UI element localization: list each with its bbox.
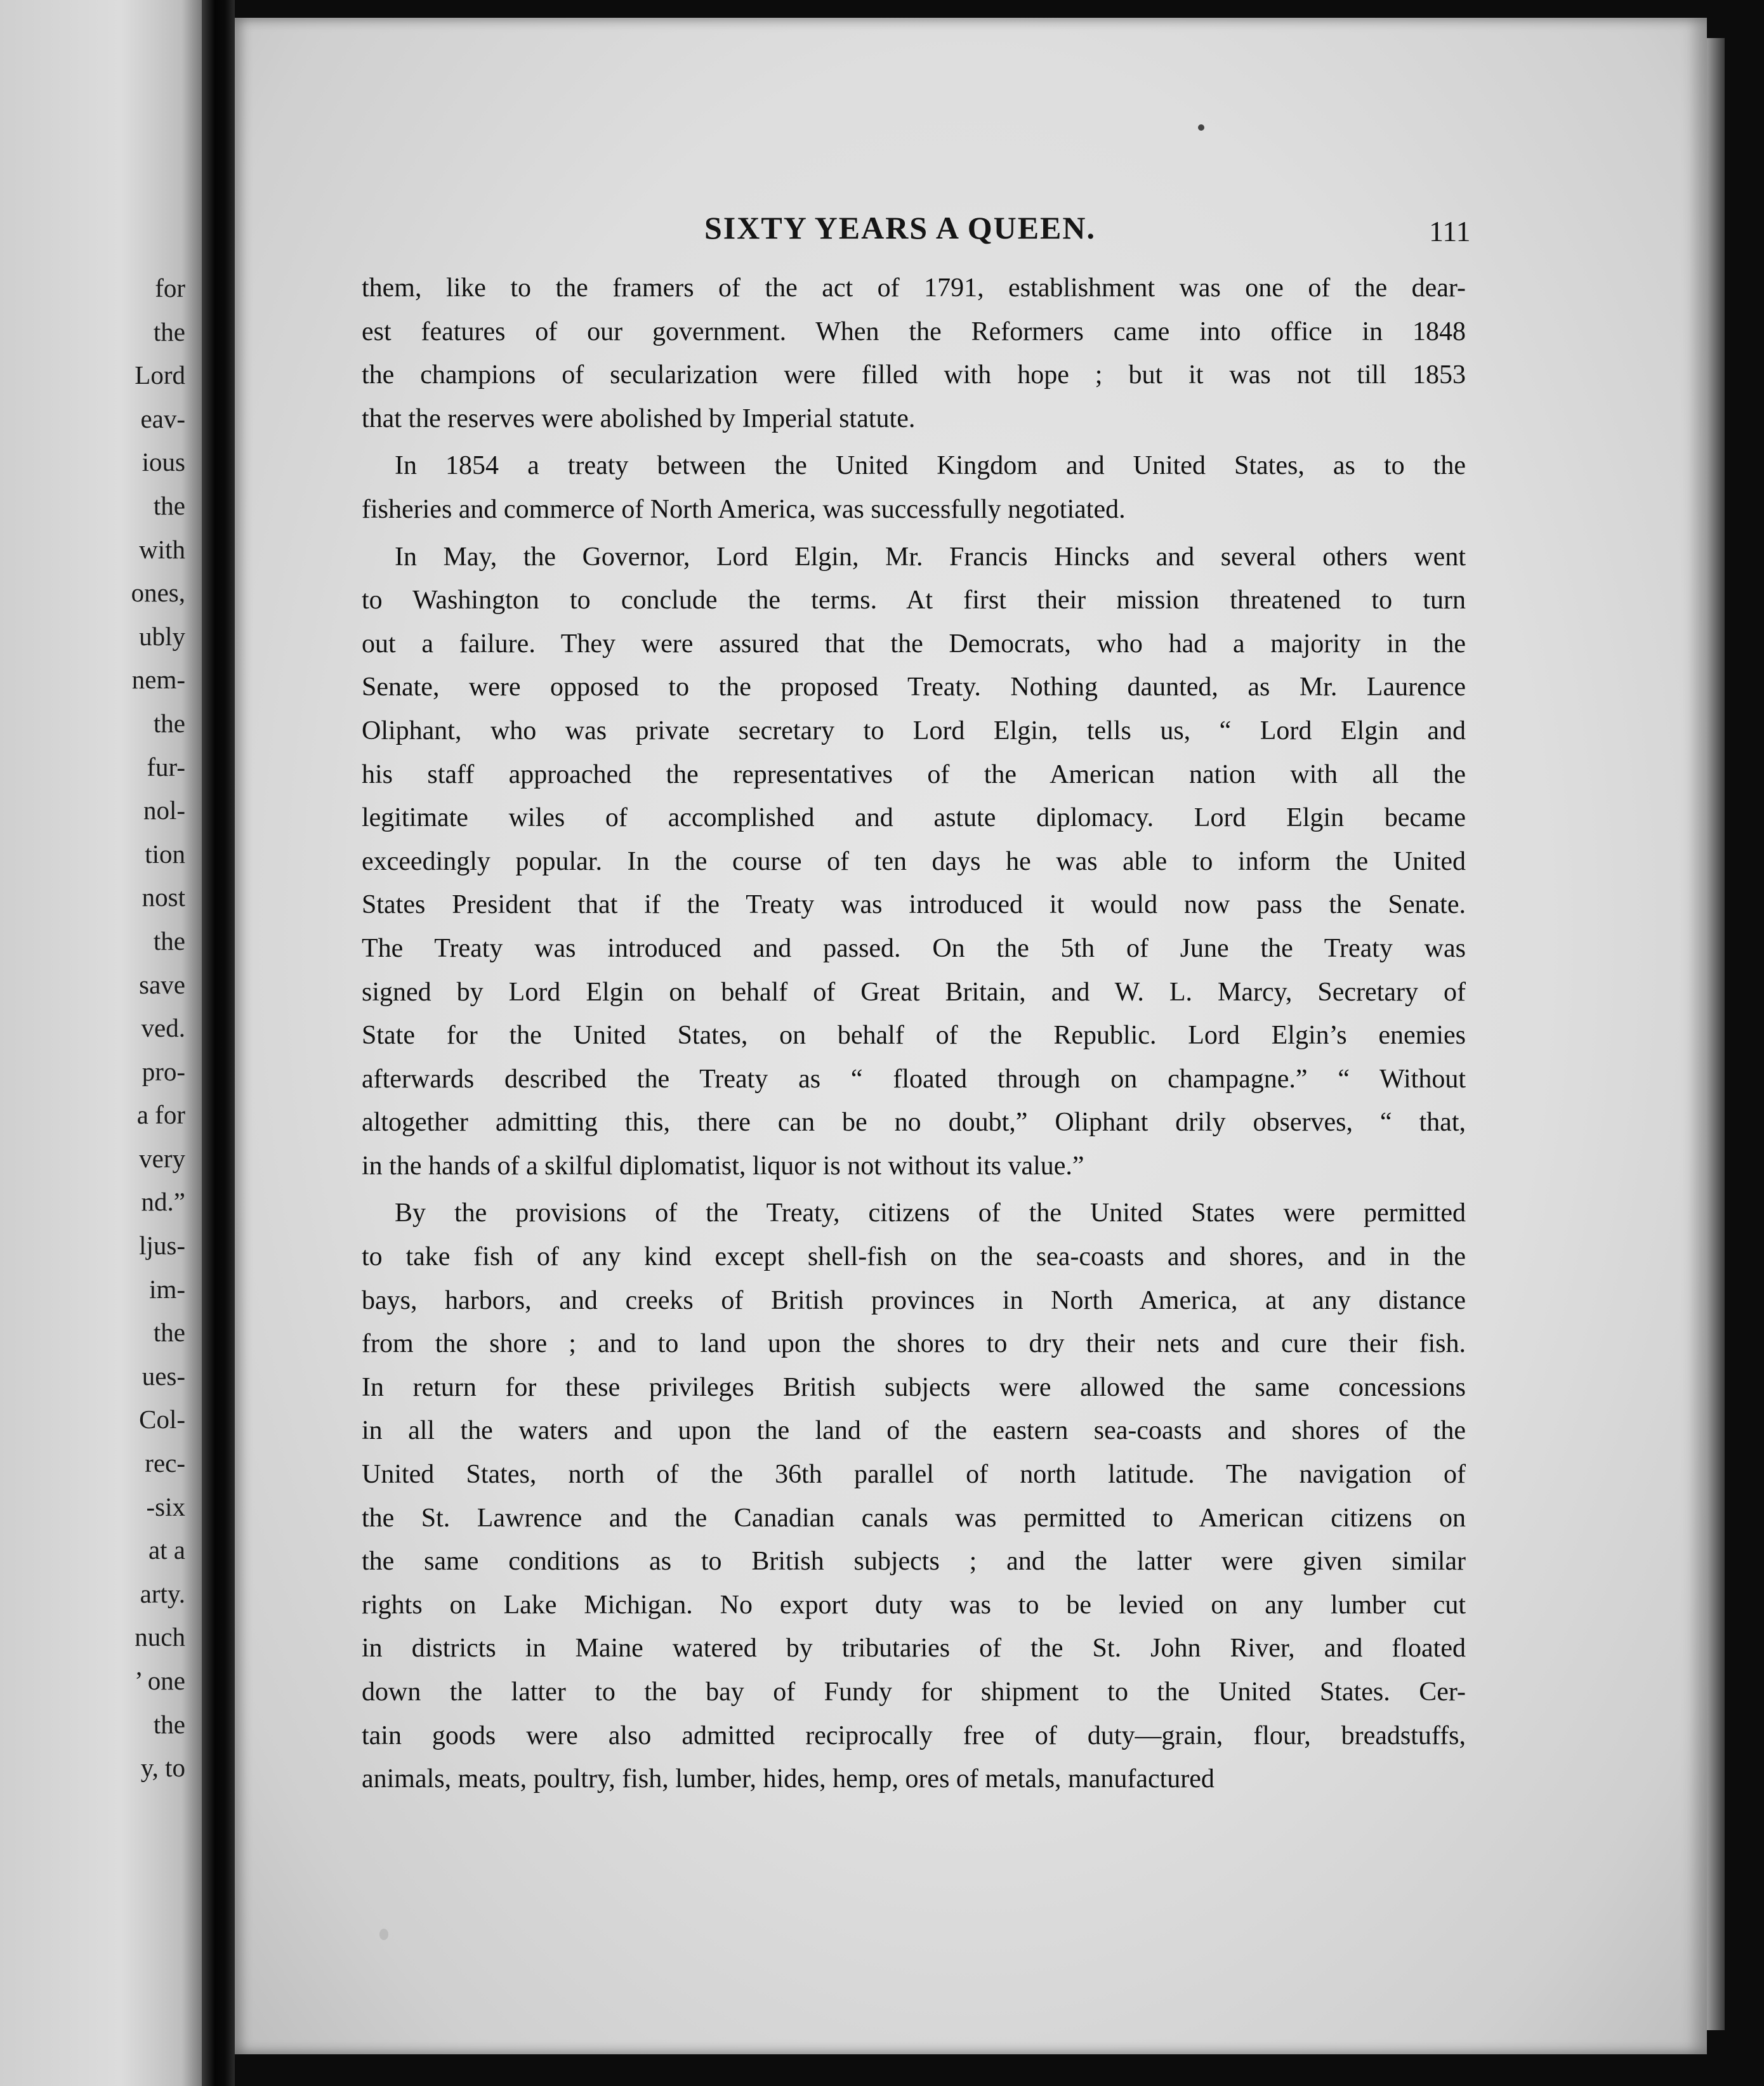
facing-page-line-end: im-: [149, 1274, 185, 1304]
print-speck: [1198, 124, 1204, 131]
text-line: State for the United States, on behalf of the Republic. Lord Elgin’s enemies: [362, 1021, 1466, 1051]
facing-page-line-end: very: [139, 1143, 185, 1173]
page-edge: [1707, 38, 1725, 2030]
facing-page-line-end: the: [153, 926, 185, 955]
text-line: afterwards described the Treaty as “ floated through on champagne.” “ Without: [362, 1064, 1466, 1094]
book-gutter: [202, 0, 235, 2086]
facing-page-line-end: nem-: [131, 665, 185, 695]
text-line: est features of our government. When the Reformers came into office in 1848: [362, 317, 1466, 346]
text-line: animals, meats, poultry, fish, lumber, hides, hemp, ores of metals, manufactured: [362, 1764, 1214, 1794]
facing-page-line-end: for: [155, 273, 185, 303]
page-number: 111: [1429, 215, 1471, 247]
text-line: fisheries and commerce of North America, was successfully negotiated.: [362, 494, 1126, 524]
text-line: exceedingly popular. In the course of ten days he was able to inform the United: [362, 846, 1466, 876]
facing-page: [0, 0, 202, 2086]
facing-page-line-end: nost: [142, 882, 185, 912]
text-line: States President that if the Treaty was introduced it would now pass the Senate.: [362, 890, 1466, 920]
text-line: the St. Lawrence and the Canadian canals was permitted to American citizens on: [362, 1503, 1466, 1533]
text-line: bays, harbors, and creeks of British provinces in North America, at any distance: [362, 1285, 1466, 1315]
text-line: them, like to the framers of the act of 1791, establishment was one of the dear-: [362, 273, 1466, 303]
text-line: the champions of secularization were filled with hope ; but it was not till 1853: [362, 360, 1466, 390]
text-line: tain goods were also admitted reciprocally free of duty—grain, flour, breadstuffs,: [362, 1721, 1466, 1750]
facing-page-line-end: ubly: [139, 621, 185, 651]
facing-page-line-end: Col-: [139, 1405, 185, 1434]
text-line: United States, north of the 36th parallel of north latitude. The navigation of: [362, 1460, 1466, 1490]
facing-page-line-end: rec-: [145, 1448, 185, 1478]
text-line: In May, the Governor, Lord Elgin, Mr. Francis Hincks and several others went: [395, 542, 1466, 572]
facing-page-line-end: Lord: [135, 360, 185, 390]
text-line: altogether admitting this, there can be no doubt,” Oliphant drily observes, “ that,: [362, 1108, 1466, 1138]
text-line: The Treaty was introduced and passed. On the 5th of June the Treaty was: [362, 933, 1466, 963]
text-line: in all the waters and upon the land of the eastern sea-coasts and shores of the: [362, 1416, 1466, 1446]
facing-page-line-end: nd.”: [141, 1187, 185, 1217]
facing-page-line-end: arty.: [140, 1578, 185, 1608]
text-line: that the reserves were abolished by Imperial statute.: [362, 403, 916, 433]
facing-page-line-end: ’ one: [134, 1666, 185, 1695]
text-line: legitimate wiles of accomplished and astute diplomacy. Lord Elgin became: [362, 803, 1466, 833]
facing-page-line-end: eav-: [140, 403, 185, 433]
facing-page-line-end: nol-: [143, 796, 185, 825]
facing-page-line-end: with: [139, 534, 185, 564]
text-line: In 1854 a treaty between the United Kingdom and United States, as to the: [395, 451, 1466, 481]
facing-page-line-end: fur-: [147, 752, 185, 782]
text-line: from the shore ; and to land upon the shores to dry their nets and cure their fish.: [362, 1329, 1466, 1359]
facing-page-line-end: ved.: [141, 1013, 185, 1043]
facing-page-line-end: save: [139, 969, 185, 999]
text-line: By the provisions of the Treaty, citizens of the United States were permitted: [395, 1198, 1466, 1228]
facing-page-line-end: the: [153, 317, 185, 346]
facing-page-line-end: -six: [146, 1492, 185, 1521]
text-line: signed by Lord Elgin on behalf of Great Britain, and W. L. Marcy, Secretary of: [362, 977, 1466, 1007]
facing-page-line-end: the: [153, 490, 185, 520]
body-text: [362, 266, 1466, 1801]
text-line: to Washington to conclude the terms. At first their mission threatened to turn: [362, 586, 1466, 615]
paragraph: [362, 444, 1466, 531]
facing-page-line-end: the: [153, 708, 185, 738]
facing-page-line-end: the: [153, 1318, 185, 1348]
facing-page-line-end: nuch: [135, 1622, 185, 1652]
facing-page-line-end: a for: [136, 1100, 185, 1130]
facing-page-line-end: tion: [145, 839, 185, 869]
text-line: In return for these privileges British subjects were allowed the same concessions: [362, 1372, 1466, 1402]
text-line: down the latter to the bay of Fundy for shipment to the United States. Cer-: [362, 1677, 1466, 1707]
text-line: out a failure. They were assured that the Democrats, who had a majority in the: [362, 629, 1466, 659]
facing-page-line-end: ues-: [142, 1361, 185, 1391]
print-speck: [379, 1929, 388, 1940]
text-line: in the hands of a skilful diplomatist, liquor is not without its value.”: [362, 1151, 1084, 1181]
facing-page-line-ends: [0, 266, 185, 1790]
text-line: his staff approached the representatives of the American nation with all the: [362, 759, 1466, 789]
text-line: the same conditions as to British subjects ; and the latter were given similar: [362, 1547, 1466, 1577]
facing-page-line-end: ious: [142, 447, 185, 477]
running-head: SIXTY YEARS A QUEEN.: [704, 210, 1096, 246]
paragraph: [362, 535, 1466, 1188]
facing-page-line-end: pro-: [142, 1056, 185, 1086]
facing-page-line-end: y, to: [140, 1753, 185, 1783]
facing-page-line-end: the: [153, 1709, 185, 1739]
paragraph: [362, 266, 1466, 440]
text-line: in districts in Maine watered by tributaries of the St. John River, and floated: [362, 1634, 1466, 1663]
facing-page-line-end: ones,: [131, 578, 185, 608]
facing-page-line-end: at a: [148, 1535, 185, 1565]
text-line: rights on Lake Michigan. No export duty was to be levied on any lumber cut: [362, 1590, 1466, 1620]
facing-page-line-end: ljus-: [139, 1231, 185, 1261]
paragraph: [362, 1191, 1466, 1801]
text-line: Senate, were opposed to the proposed Treaty. Nothing daunted, as Mr. Laurence: [362, 672, 1466, 702]
text-line: Oliphant, who was private secretary to Lord Elgin, tells us, “ Lord Elgin and: [362, 716, 1466, 745]
text-line: to take fish of any kind except shell-fish on the sea-coasts and shores, and in the: [362, 1242, 1466, 1272]
